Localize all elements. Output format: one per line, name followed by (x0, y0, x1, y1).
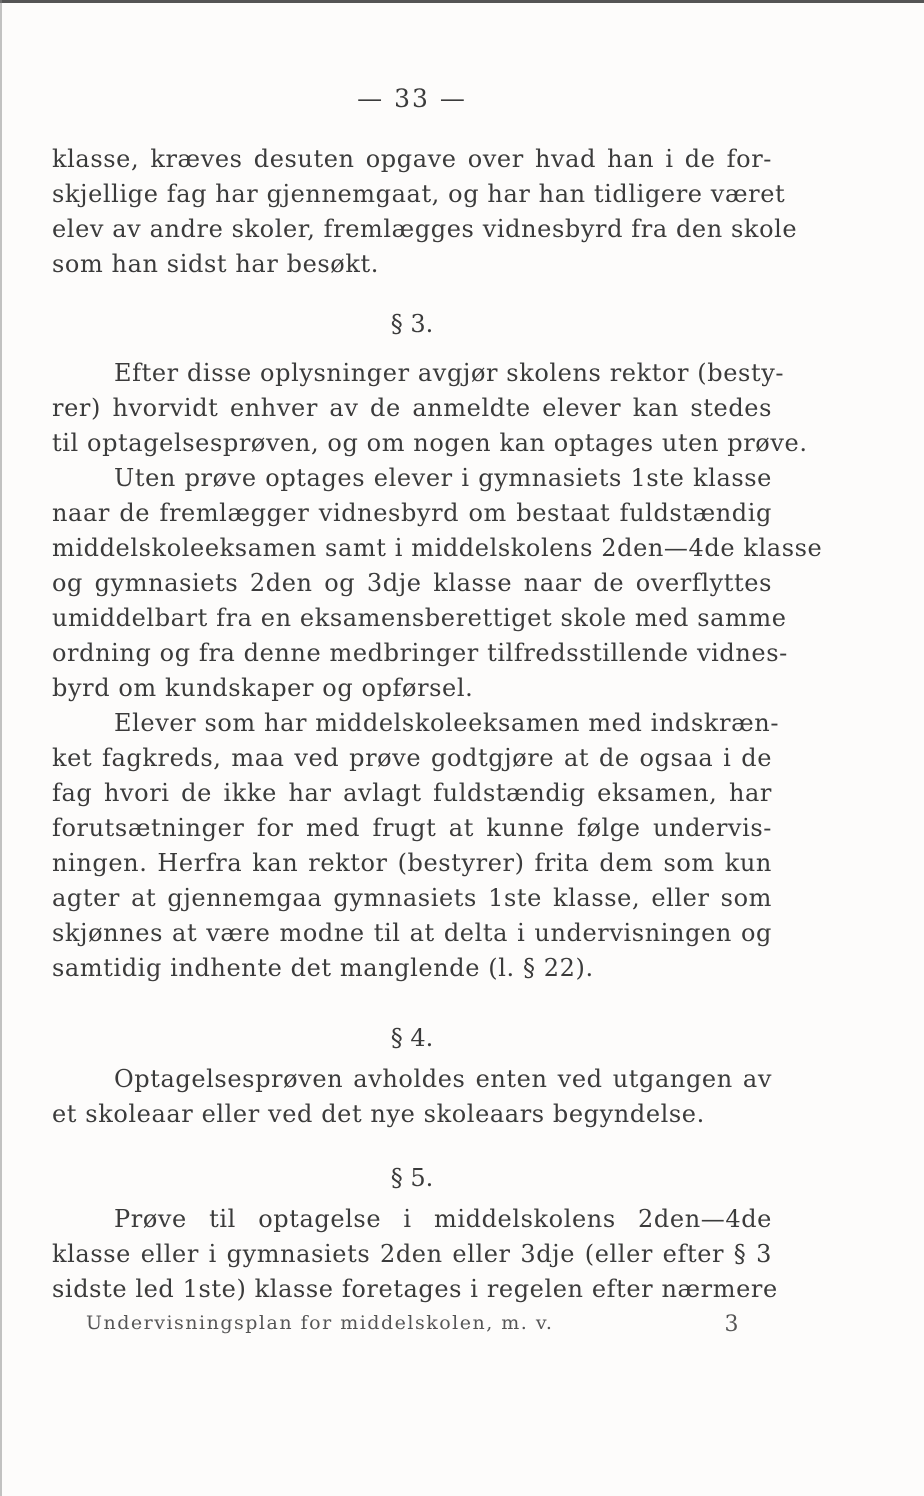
page-number-header: — 33 — (357, 84, 467, 113)
paragraph-continuation (52, 142, 798, 282)
text-line: klasse, kræves desuten opgave over hvad han i de for- (52, 145, 772, 173)
section-heading-4: § 4. (390, 1024, 434, 1052)
signature-mark: 3 (724, 1312, 740, 1337)
page-left-edge (0, 0, 2, 1496)
page-top-edge (0, 0, 924, 3)
section-4-body (52, 1062, 772, 1132)
text-line: klasse eller i gymnasiets 2den eller 3dje (eller efter § 3 (52, 1240, 772, 1268)
text-line: byrd om kundskaper og opførsel. (52, 674, 474, 702)
text-line: Elever som har middelskoleeksamen med indskræn- (114, 709, 780, 737)
text-line: til optagelsesprøven, og om nogen kan optages uten prøve. (52, 429, 808, 457)
text-line: Uten prøve optages elever i gymnasiets 1ste klasse (114, 464, 772, 492)
section-5-body (52, 1202, 778, 1307)
text-line: skjønnes at være modne til at delta i undervisningen og (52, 919, 772, 947)
text-line: middelskoleeksamen samt i middelskolens 2den—4de klasse (52, 534, 823, 562)
text-line: umiddelbart fra en eksamensberettiget skole med samme (52, 604, 787, 632)
text-line: samtidig indhente det manglende (l. § 22). (52, 954, 594, 982)
section-heading-5: § 5. (390, 1164, 434, 1192)
text-line: forutsætninger for med frugt at kunne følge undervis- (52, 814, 772, 842)
text-line: ket fagkreds, maa ved prøve godtgjøre at de ogsaa i de (52, 744, 772, 772)
section-3-body (52, 356, 823, 986)
section-heading-3: § 3. (390, 310, 434, 338)
page-footer (86, 1312, 740, 1337)
text-line: et skoleaar eller ved det nye skoleaars begyndelse. (52, 1100, 705, 1128)
text-line: naar de fremlægger vidnesbyrd om bestaat fuldstændig (52, 499, 772, 527)
text-line: fag hvori de ikke har avlagt fuldstændig eksamen, har (52, 779, 772, 807)
footer-title: Undervisningsplan for middelskolen, m. v. (86, 1312, 554, 1334)
text-line: skjellige fag har gjennemgaat, og har han tidligere været (52, 180, 786, 208)
text-line: ningen. Herfra kan rektor (bestyrer) frita dem som kun (52, 849, 772, 877)
text-line: Efter disse oplysninger avgjør skolens rektor (besty- (114, 359, 785, 387)
text-line: Prøve til optagelse i middelskolens 2den—4de (114, 1205, 772, 1233)
text-line: som han sidst har besøkt. (52, 250, 379, 278)
text-line: og gymnasiets 2den og 3dje klasse naar de overflyttes (52, 569, 772, 597)
text-line: agter at gjennemgaa gymnasiets 1ste klasse, eller som (52, 884, 772, 912)
text-line: sidste led 1ste) klasse foretages i regelen efter nærmere (52, 1275, 778, 1303)
text-line: elev av andre skoler, fremlægges vidnesbyrd fra den skole (52, 215, 798, 243)
text-line: rer) hvorvidt enhver av de anmeldte elever kan stedes (52, 394, 772, 422)
text-line: Optagelsesprøven avholdes enten ved utgangen av (114, 1065, 772, 1093)
text-line: ordning og fra denne medbringer tilfredsstillende vidnes- (52, 639, 788, 667)
